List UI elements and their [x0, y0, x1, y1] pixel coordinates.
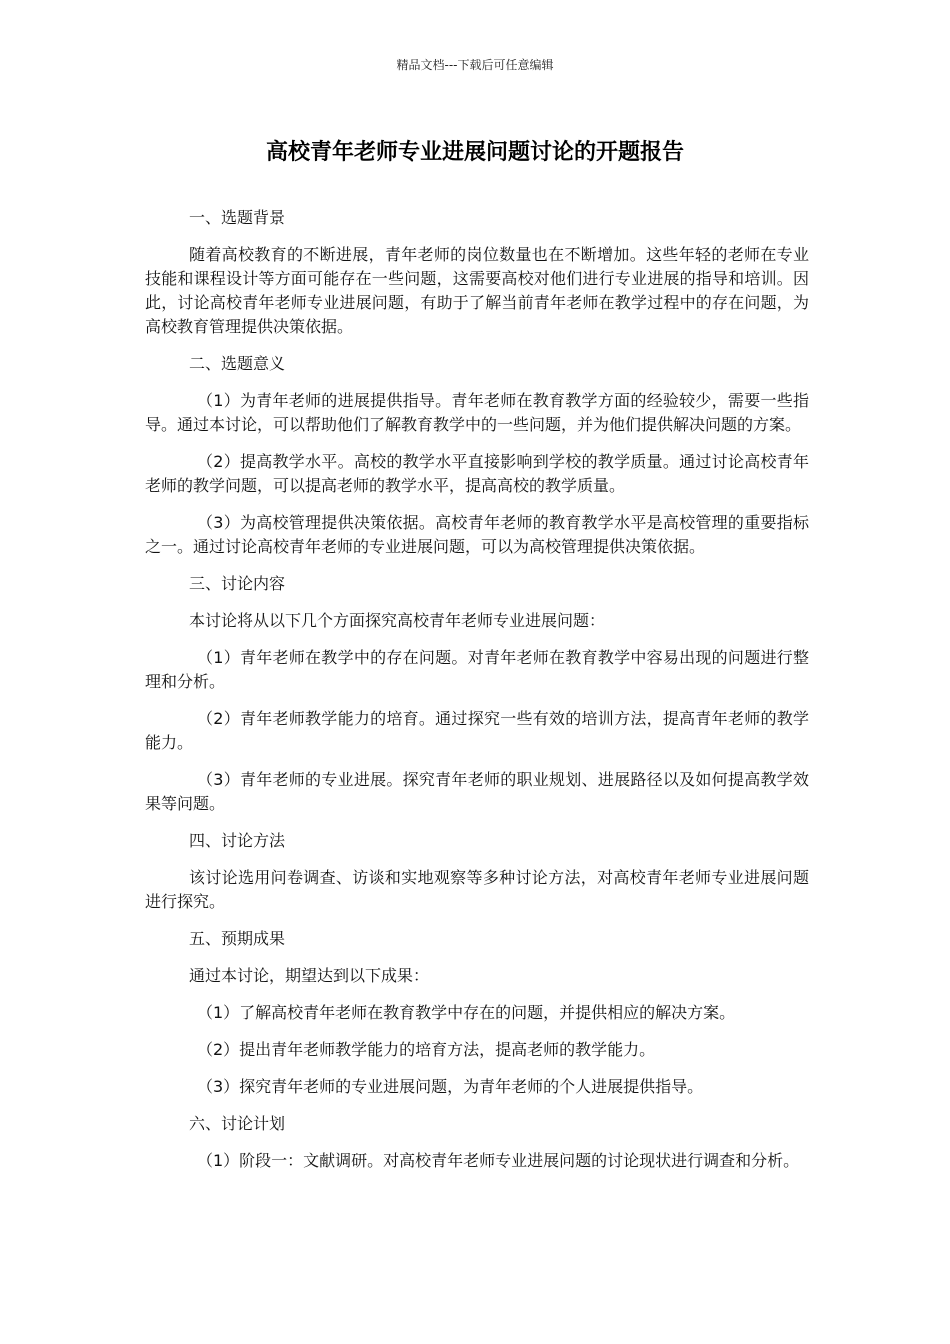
document-body	[145, 206, 809, 1186]
section-content	[145, 572, 809, 816]
list-item: （1）阶段一：文献调研。对高校青年老师专业进展问题的讨论现状进行调查和分析。	[197, 1151, 800, 1170]
list-item: （1）青年老师在教学中的存在问题。对青年老师在教育教学中容易出现的问题进行整理和分析。	[145, 648, 809, 691]
section-plan	[145, 1112, 809, 1173]
list-item: （2）提高教学水平。高校的教学水平直接影响到学校的教学质量。通过讨论高校青年老师的教学问题，可以提高老师的教学水平，提高高校的教学质量。	[145, 452, 809, 495]
section-background	[145, 206, 809, 339]
list-item: （2）青年老师教学能力的培育。通过探究一些有效的培训方法，提高青年老师的教学能力。	[145, 709, 809, 752]
section-methods	[145, 829, 809, 914]
list-item: （1）了解高校青年老师在教育教学中存在的问题，并提供相应的解决方案。	[197, 1003, 736, 1022]
section-significance	[145, 352, 809, 559]
list-item: （3）青年老师的专业进展。探究青年老师的职业规划、进展路径以及如何提高教学效果等问题。	[145, 770, 809, 813]
section-expected-results	[145, 927, 809, 1099]
section-heading: 二、选题意义	[189, 354, 286, 373]
section-heading: 一、选题背景	[189, 208, 286, 227]
section-heading: 三、讨论内容	[189, 574, 286, 593]
list-item: （3）为高校管理提供决策依据。高校青年老师的教育教学水平是高校管理的重要指标之一。通过讨论高校青年老师的专业进展问题，可以为高校管理提供决策依据。	[145, 513, 809, 556]
section-intro: 本讨论将从以下几个方面探究高校青年老师专业进展问题：	[189, 611, 606, 630]
document-title: 高校青年老师专业进展问题讨论的开题报告	[265, 140, 684, 165]
section-paragraph: 该讨论选用问卷调查、访谈和实地观察等多种讨论方法，对高校青年老师专业进展问题进行探究。	[145, 868, 809, 911]
section-heading: 四、讨论方法	[189, 831, 286, 850]
list-item: （2）提出青年老师教学能力的培育方法，提高老师的教学能力。	[197, 1040, 656, 1059]
section-heading: 五、预期成果	[189, 929, 286, 948]
section-paragraph: 随着高校教育的不断进展，青年老师的岗位数量也在不断增加。这些年轻的老师在专业技能和课程设计等方面可能存在一些问题，这需要高校对他们进行专业进展的指导和培训。因此，讨论高校青年老师专业进展问题，有助于了解当前青年老师在教学过程中的存在问题，为高校教育管理提供决策依据。	[145, 245, 809, 336]
list-item: （1）为青年老师的进展提供指导。青年老师在教育教学方面的经验较少，需要一些指导。通过本讨论，可以帮助他们了解教育教学中的一些问题，并为他们提供解决问题的方案。	[145, 391, 809, 434]
page-header: 精品文档---下载后可任意编辑	[396, 58, 554, 72]
section-intro: 通过本讨论，期望达到以下成果：	[189, 966, 430, 985]
list-item: （3）探究青年老师的专业进展问题，为青年老师的个人进展提供指导。	[197, 1077, 704, 1096]
section-heading: 六、讨论计划	[189, 1114, 286, 1133]
